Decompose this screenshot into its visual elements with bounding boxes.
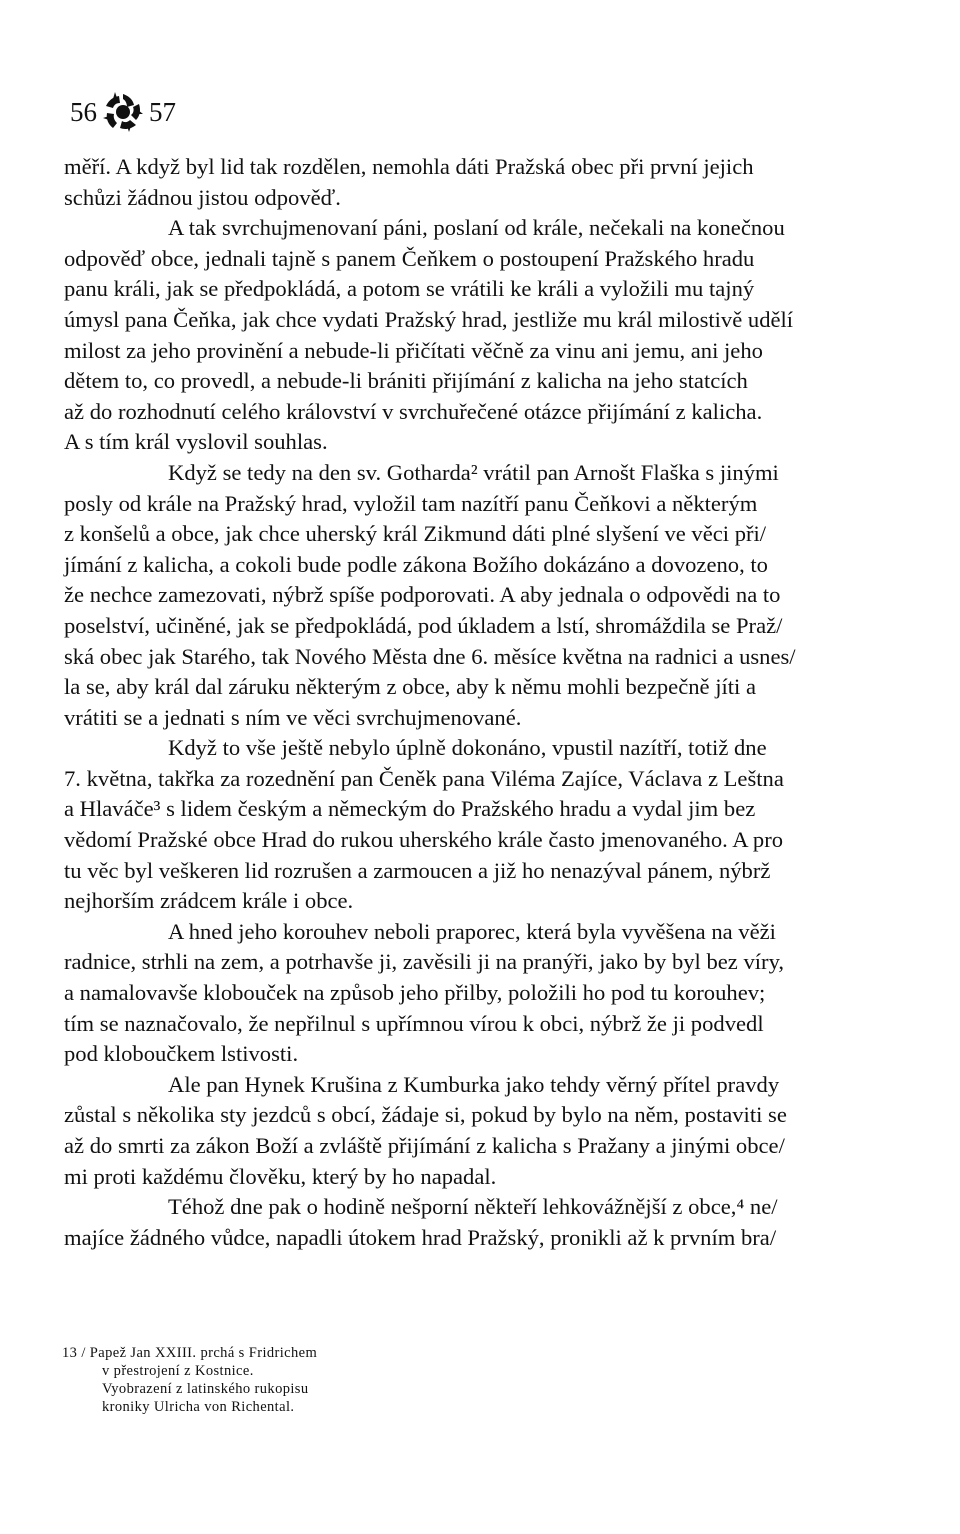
text-line: majíce žádného vůdce, napadli útokem hrad Pražský, pronikli až k prvním bra/ [64,1224,777,1250]
text-line: A s tím král vyslovil souhlas. [64,429,328,455]
right-page-number: 57 [149,96,176,127]
text-line: pod kloboučkem lstivosti. [64,1041,299,1067]
text-line: posly od krále na Pražský hrad, vyložil tam nazítří panu Čeňkovi a některým [64,490,758,516]
text-line: měří. A když byl lid tak rozdělen, nemohla dáti Pražská obec při první jejich [64,154,754,179]
text-line: poselství, učiněné, jak se předpokládá, pod úkladem a lstí, shromáždila se Praž/ [64,612,783,638]
text-line: nejhorším zrádcem krále i obce. [64,888,354,914]
text-line: a namalovavše klobouček na způsob jeho přilby, položili ho pod tu korouhev; [64,980,766,1006]
left-page-number: 56 [70,96,97,127]
caption-line: v přestrojení z Kostnice. [102,1363,254,1379]
text-line: panu králi, jak se předpokládá, a potom se vrátili ke králi a vyložili mu tajný [64,276,755,302]
caption-line: 13 / Papež Jan XXIII. prchá s Fridrichem [62,1345,318,1361]
text-line: vrátiti se a jednati s ním ve věci svrchujmenované. [64,704,522,730]
text-line: vědomí Pražské obce Hrad do rukou uherského krále často jmenovaného. A pro [64,827,784,853]
text-line: Když se tedy na den sv. Gotharda² vrátil pan Arnošt Flaška s jinými [168,459,779,485]
text-line: až do smrti za zákon Boží a zvláště přijímání z kalicha s Pražany a jinými obce/ [64,1133,785,1158]
text-line: tím se naznačovalo, že nepřilnul s upřímnou vírou k obci, nýbrž že ji podvedl [64,1010,764,1036]
text-line: A tak svrchujmenovaní páni, poslaní od krále, nečekali na konečnou [168,215,785,241]
text-line: tu věc byl veškeren lid rozrušen a zarmoucen a již ho nenazýval pánem, nýbrž [64,857,771,883]
text-line: Ale pan Hynek Krušina z Kumburka jako tehdy věrný přítel pravdy [168,1071,780,1097]
text-line: 7. května, takřka za rozednění pan Čeněk pana Viléma Zajíce, Václava z Leštna [64,765,784,791]
body-text [64,152,894,1253]
text-line: že nechce zamezovati, nýbrž spíše podporovati. A aby jednala o odpovědi na to [64,582,781,608]
caption-line: kroniky Ulricha von Richental. [102,1399,295,1415]
figure-caption [62,1344,402,1416]
text-line: radnice, strhli na zem, a potrhavše ji, zavěsili ji na pranýři, jako by byl bez víry, [64,949,785,975]
text-line: A hned jeho korouhev neboli praporec, která byla vyvěšena na věži [168,918,776,944]
text-line: zůstal s několika sty jezdců s obcí, žádaje si, pokud by bylo na něm, postaviti se [64,1102,787,1128]
page-header [70,88,176,136]
text-line: a Hlaváče³ s lidem českým a německým do Pražského hradu a vydal jim bez [64,796,756,822]
text-line: milost za jeho provinění a nebude-li přičítati věčně za vinu ani jemu, ani jeho [64,337,763,363]
text-line: úmysl pana Čeňka, jak chce vydati Pražský hrad, jestliže mu král milostivě udělí [64,306,794,332]
text-line: ská obec jak Starého, tak Nového Města dne 6. měsíce května na radnici a usnes/ [64,643,796,669]
text-line: la se, aby král dal záruku některým z obce, aby k němu mohli bezpečně jíti a [64,674,756,700]
text-line: schůzi žádnou jistou odpověď. [64,184,341,210]
text-line: odpověď obce, jednali tajně s panem Čeňkem o postoupení Pražského hradu [64,245,755,271]
spiral-rosette-icon [103,92,143,132]
text-line: mi proti každému člověku, který by ho napadal. [64,1163,497,1189]
text-line: jímání z kalicha, a cokoli bude podle zákona Božího dokázáno a dovozeno, to [64,551,768,577]
text-line: Téhož dne pak o hodině nešporní někteří lehkovážnější z obce,⁴ ne/ [168,1194,778,1220]
text-line: z konšelů a obce, jak chce uherský král Zikmund dáti plné slyšení ve věci při/ [64,521,767,547]
text-line: až do rozhodnutí celého království v svrchuřečené otázce přijímání z kalicha. [64,398,763,424]
text-line: Když to vše ještě nebylo úplně dokonáno, vpustil nazítří, totiž dne [168,735,767,761]
text-line: dětem to, co provedl, a nebude-li brániti přijímání z kalicha na jeho statcích [64,368,748,394]
caption-line: Vyobrazení z latinského rukopisu [102,1381,309,1397]
